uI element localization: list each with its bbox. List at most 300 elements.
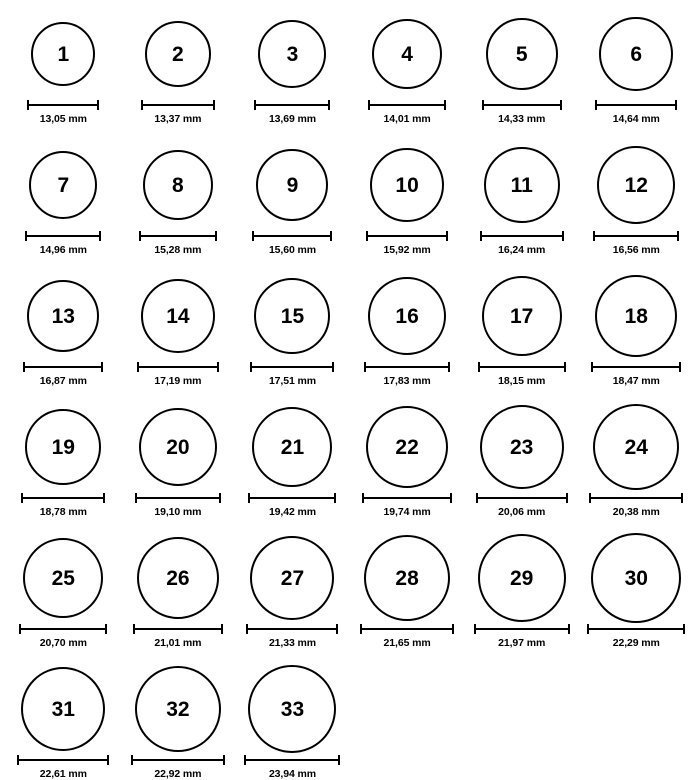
ring-diameter-label: 21,01 mm bbox=[154, 637, 202, 649]
ring-circle[interactable] bbox=[372, 19, 442, 89]
ring-circle[interactable] bbox=[137, 537, 219, 619]
ring-size-cell[interactable] bbox=[121, 532, 236, 649]
ring-size-cell[interactable] bbox=[235, 8, 350, 125]
ring-size-cell[interactable] bbox=[350, 139, 465, 256]
ring-size-number: 22 bbox=[395, 435, 419, 459]
measure-bar bbox=[474, 624, 570, 634]
measure-line bbox=[137, 366, 219, 368]
measure-line bbox=[254, 104, 330, 106]
ring-circle-wrap bbox=[480, 401, 564, 493]
ring-circle-wrap bbox=[141, 270, 215, 362]
ring-diameter-label: 17,83 mm bbox=[383, 375, 431, 387]
ring-size-cell[interactable] bbox=[6, 139, 121, 256]
measure-bar bbox=[21, 493, 105, 503]
ring-size-cell[interactable] bbox=[6, 8, 121, 125]
measure-tick-right bbox=[564, 362, 566, 372]
ring-circle[interactable] bbox=[591, 533, 681, 623]
measure-bar bbox=[131, 755, 225, 765]
ring-circle-wrap bbox=[139, 401, 217, 493]
ring-size-number: 12 bbox=[624, 173, 648, 197]
measure-bar bbox=[360, 624, 454, 634]
measure-tick-right bbox=[332, 362, 334, 372]
measure-tick-right bbox=[103, 493, 105, 503]
ring-diameter-label: 16,87 mm bbox=[39, 375, 87, 387]
measure-tick-left bbox=[141, 100, 143, 110]
measure-line bbox=[360, 628, 454, 630]
measure-tick-right bbox=[334, 493, 336, 503]
measure-bar bbox=[362, 493, 452, 503]
ring-diameter-label: 22,61 mm bbox=[39, 768, 87, 780]
measure-tick-right bbox=[560, 100, 562, 110]
ring-circle[interactable] bbox=[370, 148, 444, 222]
ring-size-number: 14 bbox=[166, 304, 190, 328]
ring-size-cell[interactable] bbox=[121, 663, 236, 780]
ring-size-cell[interactable] bbox=[464, 401, 579, 518]
measure-bar bbox=[591, 362, 681, 372]
ring-diameter-label: 15,92 mm bbox=[383, 244, 431, 256]
ring-size-cell[interactable] bbox=[6, 532, 121, 649]
measure-tick-left bbox=[250, 362, 252, 372]
ring-size-cell[interactable] bbox=[235, 401, 350, 518]
measure-bar bbox=[25, 231, 101, 241]
measure-tick-left bbox=[360, 624, 362, 634]
measure-bar bbox=[137, 362, 219, 372]
row-spacer bbox=[6, 387, 694, 401]
measure-tick-left bbox=[139, 231, 141, 241]
ring-size-number: 5 bbox=[515, 42, 528, 66]
ring-size-cell[interactable] bbox=[6, 663, 121, 780]
ring-circle[interactable] bbox=[135, 666, 221, 752]
measure-bar bbox=[587, 624, 685, 634]
ring-size-number: 1 bbox=[57, 42, 70, 66]
measure-tick-left bbox=[362, 493, 364, 503]
measure-bar bbox=[17, 755, 109, 765]
measure-tick-left bbox=[593, 231, 595, 241]
measure-line bbox=[23, 366, 103, 368]
ring-circle[interactable] bbox=[486, 18, 558, 90]
ring-circle[interactable] bbox=[27, 280, 99, 352]
measure-tick-right bbox=[217, 362, 219, 372]
ring-diameter-label: 13,69 mm bbox=[268, 113, 317, 125]
ring-size-cell[interactable] bbox=[235, 532, 350, 649]
measure-tick-left bbox=[364, 362, 366, 372]
ring-circle[interactable] bbox=[364, 535, 450, 621]
ring-size-number: 25 bbox=[51, 566, 75, 590]
measure-line bbox=[368, 104, 446, 106]
ring-diameter-label: 14,01 mm bbox=[383, 113, 431, 125]
ring-circle-wrap bbox=[137, 532, 219, 624]
ring-size-number: 2 bbox=[172, 42, 184, 66]
ring-size-number: 6 bbox=[630, 42, 643, 66]
ring-diameter-label: 14,33 mm bbox=[498, 113, 546, 125]
measure-tick-right bbox=[562, 231, 564, 241]
measure-line bbox=[250, 366, 334, 368]
measure-tick-left bbox=[474, 624, 476, 634]
measure-tick-right bbox=[450, 493, 452, 503]
measure-tick-right bbox=[448, 362, 450, 372]
ring-size-number: 21 bbox=[280, 435, 305, 459]
ring-diameter-label: 18,47 mm bbox=[612, 375, 660, 387]
measure-tick-left bbox=[25, 231, 27, 241]
ring-diameter-label: 21,65 mm bbox=[383, 637, 431, 649]
measure-line bbox=[19, 628, 107, 630]
row-spacer bbox=[6, 649, 694, 663]
ring-diameter-label: 22,29 mm bbox=[612, 637, 660, 649]
chart-row bbox=[6, 532, 694, 649]
measure-bar bbox=[252, 231, 332, 241]
ring-circle-wrap bbox=[27, 270, 99, 362]
ring-circle-wrap bbox=[21, 663, 105, 755]
ring-size-cell-empty bbox=[464, 663, 579, 780]
measure-line bbox=[25, 235, 101, 237]
ring-diameter-label: 19,74 mm bbox=[383, 506, 431, 518]
measure-tick-right bbox=[328, 100, 330, 110]
measure-tick-right bbox=[444, 100, 446, 110]
measure-tick-left bbox=[23, 362, 25, 372]
ring-circle-wrap bbox=[25, 401, 101, 493]
ring-circle[interactable] bbox=[256, 149, 328, 221]
row-spacer bbox=[6, 256, 694, 270]
ring-size-number: 11 bbox=[510, 173, 533, 197]
ring-size-cell[interactable] bbox=[579, 8, 694, 125]
measure-tick-left bbox=[478, 362, 480, 372]
chart-row bbox=[6, 663, 694, 780]
ring-diameter-label: 20,06 mm bbox=[498, 506, 546, 518]
measure-bar bbox=[593, 231, 679, 241]
ring-diameter-label: 13,05 mm bbox=[39, 113, 87, 125]
ring-size-number: 15 bbox=[280, 304, 305, 328]
measure-tick-right bbox=[215, 231, 217, 241]
measure-line bbox=[589, 497, 683, 499]
ring-size-number: 29 bbox=[509, 566, 534, 590]
measure-bar bbox=[248, 493, 336, 503]
ring-circle[interactable] bbox=[21, 667, 105, 751]
ring-circle[interactable] bbox=[141, 279, 215, 353]
ring-circle-wrap bbox=[23, 532, 103, 624]
ring-size-number: 33 bbox=[280, 697, 305, 721]
ring-circle-wrap bbox=[254, 270, 330, 362]
ring-circle[interactable] bbox=[248, 665, 336, 753]
measure-line bbox=[252, 235, 332, 237]
ring-size-number: 20 bbox=[166, 435, 190, 459]
measure-line bbox=[482, 104, 562, 106]
ring-circle-wrap bbox=[250, 532, 334, 624]
ring-size-cell[interactable] bbox=[350, 401, 465, 518]
ring-circle-wrap bbox=[486, 8, 558, 100]
ring-circle[interactable] bbox=[482, 276, 562, 356]
measure-tick-left bbox=[368, 100, 370, 110]
ring-size-number: 28 bbox=[395, 566, 419, 590]
measure-line bbox=[21, 497, 105, 499]
measure-bar bbox=[23, 362, 103, 372]
ring-circle[interactable] bbox=[484, 147, 560, 223]
chart-row bbox=[6, 401, 694, 518]
measure-tick-left bbox=[589, 493, 591, 503]
ring-size-number: 31 bbox=[51, 697, 75, 721]
ring-size-cell[interactable] bbox=[6, 270, 121, 387]
ring-size-number: 7 bbox=[57, 173, 70, 197]
measure-tick-left bbox=[246, 624, 248, 634]
ring-circle[interactable] bbox=[252, 407, 332, 487]
ring-diameter-label: 20,70 mm bbox=[39, 637, 87, 649]
ring-circle[interactable] bbox=[29, 151, 97, 219]
ring-size-number: 30 bbox=[624, 566, 648, 590]
ring-circle[interactable] bbox=[597, 146, 675, 224]
ring-size-cell[interactable] bbox=[121, 8, 236, 125]
ring-size-number: 23 bbox=[509, 435, 534, 459]
ring-circle-wrap bbox=[258, 8, 326, 100]
measure-tick-left bbox=[21, 493, 23, 503]
measure-bar bbox=[246, 624, 338, 634]
ring-diameter-label: 19,10 mm bbox=[154, 506, 202, 518]
measure-tick-left bbox=[254, 100, 256, 110]
measure-line bbox=[248, 497, 336, 499]
ring-diameter-label: 23,94 mm bbox=[268, 768, 317, 780]
measure-tick-left bbox=[17, 755, 19, 765]
measure-tick-right bbox=[452, 624, 454, 634]
ring-circle-wrap bbox=[29, 139, 97, 231]
ring-circle-wrap bbox=[368, 270, 446, 362]
measure-tick-right bbox=[213, 100, 215, 110]
ring-size-cell[interactable] bbox=[350, 8, 465, 125]
ring-size-cell[interactable] bbox=[350, 270, 465, 387]
ring-size-cell[interactable] bbox=[464, 8, 579, 125]
measure-line bbox=[478, 366, 566, 368]
ring-diameter-label: 17,51 mm bbox=[268, 375, 317, 387]
ring-diameter-label: 20,38 mm bbox=[612, 506, 660, 518]
measure-line bbox=[591, 366, 681, 368]
ring-size-cell[interactable] bbox=[579, 401, 694, 518]
ring-size-cell[interactable] bbox=[121, 401, 236, 518]
measure-bar bbox=[135, 493, 221, 503]
ring-size-number: 27 bbox=[280, 566, 305, 590]
ring-diameter-label: 17,19 mm bbox=[154, 375, 202, 387]
measure-tick-right bbox=[219, 493, 221, 503]
ring-diameter-label: 16,56 mm bbox=[612, 244, 660, 256]
ring-circle[interactable] bbox=[25, 409, 101, 485]
measure-line bbox=[141, 104, 215, 106]
measure-bar bbox=[480, 231, 564, 241]
ring-circle-wrap bbox=[599, 8, 673, 100]
measure-tick-left bbox=[252, 231, 254, 241]
ring-circle-wrap bbox=[595, 270, 677, 362]
measure-bar bbox=[250, 362, 334, 372]
measure-tick-right bbox=[221, 624, 223, 634]
ring-size-number: 3 bbox=[286, 42, 299, 66]
measure-tick-left bbox=[133, 624, 135, 634]
measure-bar bbox=[595, 100, 677, 110]
measure-tick-right bbox=[99, 231, 101, 241]
measure-tick-right bbox=[101, 362, 103, 372]
measure-line bbox=[27, 104, 99, 106]
chart-row bbox=[6, 139, 694, 256]
ring-size-number: 18 bbox=[624, 304, 648, 328]
measure-tick-right bbox=[107, 755, 109, 765]
ring-circle-wrap bbox=[143, 139, 213, 231]
measure-tick-right bbox=[223, 755, 225, 765]
measure-tick-right bbox=[338, 755, 340, 765]
ring-circle[interactable] bbox=[368, 277, 446, 355]
row-spacer bbox=[6, 518, 694, 532]
ring-diameter-label: 19,42 mm bbox=[268, 506, 317, 518]
ring-circle[interactable] bbox=[480, 405, 564, 489]
measure-tick-left bbox=[27, 100, 29, 110]
ring-circle[interactable] bbox=[599, 17, 673, 91]
ring-size-cell-empty bbox=[579, 663, 694, 780]
measure-bar bbox=[366, 231, 448, 241]
ring-diameter-label: 18,15 mm bbox=[498, 375, 546, 387]
ring-circle[interactable] bbox=[258, 20, 326, 88]
measure-bar bbox=[368, 100, 446, 110]
ring-circle-wrap bbox=[364, 532, 450, 624]
ring-diameter-label: 15,60 mm bbox=[268, 244, 317, 256]
ring-size-number: 8 bbox=[172, 173, 184, 197]
measure-line bbox=[139, 235, 217, 237]
measure-tick-left bbox=[480, 231, 482, 241]
measure-bar bbox=[141, 100, 215, 110]
measure-line bbox=[364, 366, 450, 368]
ring-circle-wrap bbox=[478, 532, 566, 624]
measure-line bbox=[587, 628, 685, 630]
ring-diameter-label: 21,33 mm bbox=[268, 637, 317, 649]
ring-circle[interactable] bbox=[366, 406, 448, 488]
chart-row bbox=[6, 8, 694, 125]
ring-size-cell[interactable] bbox=[579, 139, 694, 256]
ring-diameter-label: 15,28 mm bbox=[154, 244, 202, 256]
ring-size-number: 10 bbox=[395, 173, 419, 197]
row-spacer bbox=[6, 125, 694, 139]
measure-line bbox=[474, 628, 570, 630]
measure-tick-right bbox=[446, 231, 448, 241]
ring-circle-wrap bbox=[145, 8, 211, 100]
ring-size-cell[interactable] bbox=[464, 270, 579, 387]
measure-bar bbox=[27, 100, 99, 110]
ring-circle-wrap bbox=[248, 663, 336, 755]
measure-tick-left bbox=[366, 231, 368, 241]
measure-bar bbox=[244, 755, 340, 765]
ring-size-number: 26 bbox=[166, 566, 190, 590]
measure-line bbox=[480, 235, 564, 237]
ring-circle[interactable] bbox=[593, 404, 679, 490]
ring-circle[interactable] bbox=[254, 278, 330, 354]
ring-circle-wrap bbox=[484, 139, 560, 231]
ring-size-cell[interactable] bbox=[579, 270, 694, 387]
measure-tick-right bbox=[681, 493, 683, 503]
ring-circle[interactable] bbox=[23, 538, 103, 618]
measure-line bbox=[593, 235, 679, 237]
measure-tick-left bbox=[587, 624, 589, 634]
ring-diameter-label: 16,24 mm bbox=[498, 244, 546, 256]
measure-tick-right bbox=[568, 624, 570, 634]
ring-circle-wrap bbox=[597, 139, 675, 231]
measure-bar bbox=[476, 493, 568, 503]
ring-circle[interactable] bbox=[139, 408, 217, 486]
measure-tick-right bbox=[566, 493, 568, 503]
ring-diameter-label: 14,64 mm bbox=[612, 113, 660, 125]
measure-tick-left bbox=[595, 100, 597, 110]
measure-tick-left bbox=[244, 755, 246, 765]
ring-size-cell[interactable] bbox=[121, 270, 236, 387]
ring-size-cell-empty bbox=[350, 663, 465, 780]
ring-size-cell[interactable] bbox=[6, 401, 121, 518]
ring-circle-wrap bbox=[366, 401, 448, 493]
measure-tick-left bbox=[131, 755, 133, 765]
ring-circle-wrap bbox=[31, 8, 95, 100]
ring-size-number: 9 bbox=[286, 173, 299, 197]
measure-line bbox=[133, 628, 223, 630]
measure-bar bbox=[482, 100, 562, 110]
ring-size-cell[interactable] bbox=[235, 663, 350, 780]
ring-size-number: 17 bbox=[509, 304, 534, 328]
ring-circle[interactable] bbox=[595, 275, 677, 357]
ring-circle-wrap bbox=[370, 139, 444, 231]
measure-tick-left bbox=[248, 493, 250, 503]
measure-tick-right bbox=[675, 100, 677, 110]
ring-circle-wrap bbox=[256, 139, 328, 231]
measure-bar bbox=[19, 624, 107, 634]
ring-size-number: 4 bbox=[401, 42, 413, 66]
measure-tick-left bbox=[135, 493, 137, 503]
ring-diameter-label: 18,78 mm bbox=[39, 506, 87, 518]
measure-tick-right bbox=[683, 624, 685, 634]
ring-size-cell[interactable] bbox=[235, 270, 350, 387]
measure-tick-right bbox=[679, 362, 681, 372]
ring-size-cell[interactable] bbox=[464, 139, 579, 256]
measure-line bbox=[362, 497, 452, 499]
ring-size-cell[interactable] bbox=[464, 532, 579, 649]
measure-line bbox=[595, 104, 677, 106]
measure-line bbox=[366, 235, 448, 237]
measure-bar bbox=[364, 362, 450, 372]
ring-size-cell[interactable] bbox=[579, 532, 694, 649]
ring-circle-wrap bbox=[252, 401, 332, 493]
ring-diameter-label: 22,92 mm bbox=[154, 768, 202, 780]
measure-line bbox=[17, 759, 109, 761]
ring-circle[interactable] bbox=[250, 536, 334, 620]
measure-line bbox=[244, 759, 340, 761]
ring-diameter-label: 13,37 mm bbox=[154, 113, 202, 125]
ring-circle-wrap bbox=[593, 401, 679, 493]
ring-circle[interactable] bbox=[478, 534, 566, 622]
measure-tick-right bbox=[677, 231, 679, 241]
measure-tick-left bbox=[476, 493, 478, 503]
measure-line bbox=[476, 497, 568, 499]
ring-size-number: 16 bbox=[395, 304, 419, 328]
ring-size-number: 32 bbox=[166, 697, 190, 721]
ring-diameter-label: 14,96 mm bbox=[39, 244, 87, 256]
ring-size-number: 24 bbox=[624, 435, 648, 459]
ring-size-cell[interactable] bbox=[235, 139, 350, 256]
ring-circle[interactable] bbox=[143, 150, 213, 220]
ring-size-cell[interactable] bbox=[121, 139, 236, 256]
ring-circle-wrap bbox=[372, 8, 442, 100]
measure-tick-left bbox=[137, 362, 139, 372]
ring-size-number: 13 bbox=[51, 304, 75, 328]
measure-bar bbox=[589, 493, 683, 503]
measure-tick-right bbox=[97, 100, 99, 110]
measure-bar bbox=[254, 100, 330, 110]
measure-line bbox=[246, 628, 338, 630]
measure-bar bbox=[133, 624, 223, 634]
measure-line bbox=[135, 497, 221, 499]
measure-bar bbox=[478, 362, 566, 372]
ring-circle[interactable] bbox=[145, 21, 211, 87]
ring-diameter-label: 21,97 mm bbox=[498, 637, 546, 649]
ring-size-cell[interactable] bbox=[350, 532, 465, 649]
ring-circle[interactable] bbox=[31, 22, 95, 86]
measure-tick-left bbox=[591, 362, 593, 372]
measure-tick-left bbox=[19, 624, 21, 634]
